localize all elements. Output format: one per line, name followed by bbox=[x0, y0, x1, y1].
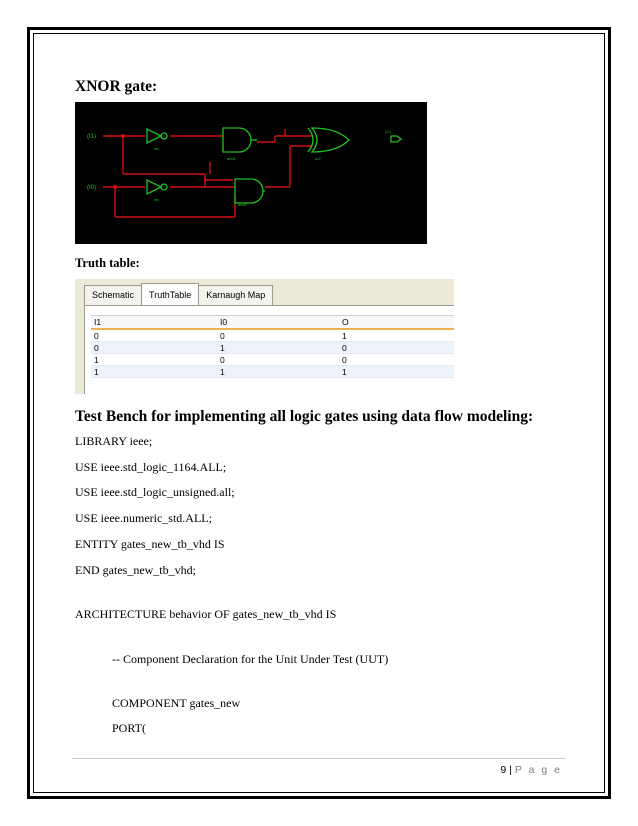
table-cell: 1 bbox=[217, 342, 339, 354]
page-number: 9 bbox=[500, 764, 507, 776]
code-line: COMPONENT gates_new bbox=[112, 696, 241, 710]
inv-top-label: inv bbox=[154, 146, 160, 151]
truth-table-tabs bbox=[84, 285, 272, 305]
table-cell: 0 bbox=[339, 354, 454, 366]
table-cell: 0 bbox=[217, 329, 339, 342]
schematic-diagram bbox=[75, 102, 427, 244]
code-line: END gates_new_tb_vhd; bbox=[75, 563, 196, 577]
table-row bbox=[91, 366, 454, 378]
code-line: USE ieee.std_logic_1164.ALL; bbox=[75, 460, 227, 474]
table-cell: 1 bbox=[91, 354, 217, 366]
input-b-label: (I0) bbox=[87, 185, 96, 191]
page-label: P a g e bbox=[514, 764, 562, 776]
code-line: USE ieee.std_logic_unsigned.all; bbox=[75, 485, 235, 499]
table-cell: 1 bbox=[339, 366, 454, 378]
truth-table-body bbox=[84, 305, 454, 394]
table-cell: 0 bbox=[91, 342, 217, 354]
and-bottom-label: and2 bbox=[238, 202, 247, 207]
code-line: PORT( bbox=[112, 721, 146, 735]
table-cell: 0 bbox=[91, 329, 217, 342]
table-cell: 1 bbox=[339, 329, 454, 342]
table-row bbox=[91, 342, 454, 354]
footer-divider bbox=[72, 758, 566, 759]
truth-table bbox=[91, 315, 454, 378]
truth-table-panel bbox=[75, 279, 454, 394]
tab-karnaugh-map[interactable]: Karnaugh Map bbox=[198, 285, 273, 305]
code-line: ENTITY gates_new_tb_vhd IS bbox=[75, 537, 225, 551]
xnor-heading: XNOR gate: bbox=[75, 78, 158, 95]
table-header-row bbox=[91, 316, 454, 330]
table-cell: 1 bbox=[91, 366, 217, 378]
table-cell: 0 bbox=[217, 354, 339, 366]
code-line: USE ieee.numeric_std.ALL; bbox=[75, 511, 212, 525]
tab-schematic[interactable]: Schematic bbox=[84, 285, 142, 305]
truth-table-heading: Truth table: bbox=[75, 256, 140, 270]
tab-truthtable[interactable]: TruthTable bbox=[141, 283, 199, 306]
table-cell: 0 bbox=[339, 342, 454, 354]
column-header-i1: I1 bbox=[91, 316, 217, 330]
column-header-i0: I0 bbox=[217, 316, 339, 330]
testbench-heading: Test Bench for implementing all logic gates using data flow modeling: bbox=[75, 408, 534, 425]
column-header-o: O bbox=[339, 316, 454, 330]
output-label: (O) bbox=[385, 129, 391, 134]
code-comment-line: -- Component Declaration for the Unit Under Test (UUT) bbox=[112, 652, 389, 666]
and-top-label: and2 bbox=[227, 156, 236, 161]
code-line: LIBRARY ieee; bbox=[75, 434, 153, 448]
table-row bbox=[91, 354, 454, 366]
xnor-schematic bbox=[75, 102, 427, 244]
input-a-label: (I1) bbox=[87, 134, 96, 140]
table-row bbox=[91, 329, 454, 342]
inv-bottom-label: inv bbox=[154, 197, 160, 202]
page-footer bbox=[500, 764, 562, 776]
or-label: or2 bbox=[315, 156, 321, 161]
table-cell: 1 bbox=[217, 366, 339, 378]
code-line: ARCHITECTURE behavior OF gates_new_tb_vhd IS bbox=[75, 607, 337, 621]
footer-separator: | bbox=[509, 764, 512, 776]
